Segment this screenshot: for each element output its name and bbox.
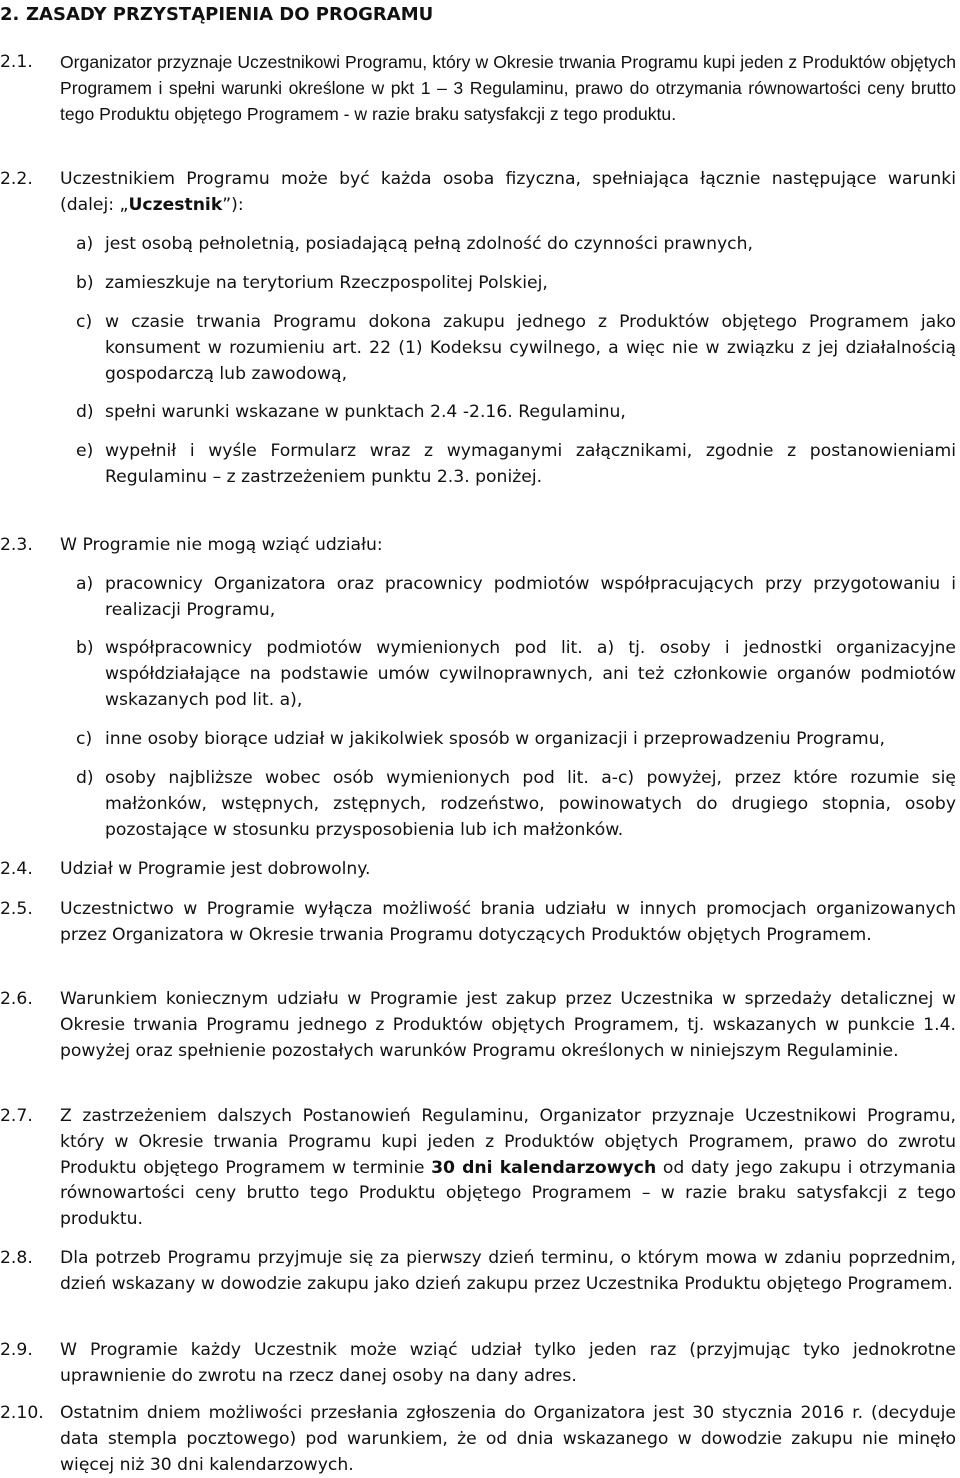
clause-2-8 (0, 1246, 956, 1298)
list-item (76, 727, 956, 753)
list-item (76, 439, 956, 491)
clause-text: Organizator przyznaje Uczestnikowi Programu, który w Okresie trwania Programu kupi jeden z Produktów objętych Programem i spełni warunki określone w pkt 1 – 3 Regulaminu, prawo do otrzymania równowartości ceny brutto tego Produktu objętego Programem - w razie braku satysfakcji z tego produktu. (60, 52, 956, 124)
list-item (76, 310, 956, 387)
clause-text-part: ”): (222, 194, 244, 215)
section-heading-title: ZASADY PRZYSTĄPIENIA DO PROGRAMU (26, 4, 434, 25)
clause-number: 2.3. (0, 535, 33, 555)
list-item-letter: c) (76, 312, 93, 332)
list-item (76, 572, 956, 624)
clause-text (60, 1104, 956, 1233)
list-item-text: jest osobą pełnoletnią, posiadającą pełną zdolność do czynności prawnych, (105, 234, 753, 254)
list-item-letter: d) (76, 402, 94, 422)
clause-2-1 (0, 50, 956, 127)
list-item-text: wypełnił i wyśle Formularz wraz z wymaganymi załącznikami, zgodnie z postanowieniami Regulaminu – z zastrzeżeniem punktu 2.3. poniżej. (105, 441, 956, 487)
list-item (76, 400, 956, 426)
clause-number: 2.2. (0, 169, 33, 189)
clause-number: 2.5. (0, 899, 33, 919)
clause-2-2 (0, 167, 956, 219)
clause-text (60, 167, 956, 219)
list-item-text: współpracownicy podmiotów wymienionych pod lit. a) tj. osoby i jednostki organizacyjne współdziałające na podstawie umów cywilnoprawnych, ani też członkowie organów podmiotów wskazanych pod lit. a), (105, 638, 956, 710)
clause-text: W Programie nie mogą wziąć udziału: (60, 535, 383, 555)
list-item (76, 271, 956, 297)
clause-2-6 (0, 987, 956, 1064)
clause-text-part: Uczestnikiem Programu może być każda osoba fizyczna, spełniająca łącznie następujące warunki (dalej: „ (60, 169, 956, 215)
clause-2-10 (0, 1401, 956, 1478)
clause-number: 2.10. (0, 1403, 44, 1423)
list-item-letter: c) (76, 729, 93, 749)
clause-2-9 (0, 1338, 956, 1390)
defined-term: Uczestnik (128, 194, 223, 215)
clause-number: 2.6. (0, 989, 33, 1009)
list-item-text: osoby najbliższe wobec osób wymienionych pod lit. a-c) powyżej, przez które rozumie się małżonków, wstępnych, zstępnych, rodzeństwo, powinowatych do drugiego stopnia, osoby pozostające w stosunku przysposobienia lub ich małżonków. (105, 768, 956, 840)
list-item-letter: b) (76, 273, 94, 293)
list-item-letter: e) (76, 441, 94, 461)
clause-number: 2.4. (0, 859, 33, 879)
list-item (76, 232, 956, 258)
clause-text-part: Z zastrzeżeniem dalszych Postanowień Regulaminu, Organizator przyznaje Uczestnikowi Programu, który w Okresie trwania Programu kupi jeden z Produktów objętych Programem, prawo do zwrotu Produktu objętego Programem w terminie (60, 1106, 956, 1178)
list-item-letter: a) (76, 234, 94, 254)
list-item (76, 636, 956, 713)
emphasized-term: 30 dni kalendarzowych (431, 1157, 657, 1178)
list-item-letter: a) (76, 574, 94, 594)
clause-text: Udział w Programie jest dobrowolny. (60, 859, 371, 879)
section-heading (0, 2, 433, 28)
clause-number: 2.8. (0, 1248, 33, 1268)
clause-text: W Programie każdy Uczestnik może wziąć udział tylko jeden raz (przyjmując tyko jednokrotne uprawnienie do zwrotu na rzecz danej osoby na dany adres. (60, 1340, 956, 1386)
list-item (76, 766, 956, 843)
clause-2-7 (0, 1104, 956, 1233)
clause-text: Uczestnictwo w Programie wyłącza możliwość brania udziału w innych promocjach organizowanych przez Organizatora w Okresie trwania Programu dotyczących Produktów objętych Programem. (60, 899, 956, 945)
clause-number: 2.7. (0, 1106, 33, 1126)
list-item-text: pracownicy Organizatora oraz pracownicy podmiotów współpracujących przy przygotowaniu i realizacji Programu, (105, 574, 956, 620)
clause-text: Dla potrzeb Programu przyjmuje się za pierwszy dzień terminu, o którym mowa w zdaniu poprzednim, dzień wskazany w dowodzie zakupu jako dzień zakupu przez Uczestnika Produktu objętego Programem. (60, 1248, 956, 1294)
list-item-letter: d) (76, 768, 94, 788)
list-item-text: spełni warunki wskazane w punktach 2.4 -2.16. Regulaminu, (105, 402, 626, 422)
clause-2-5 (0, 897, 956, 949)
clause-2-4 (0, 857, 956, 883)
clause-text: Ostatnim dniem możliwości przesłania zgłoszenia do Organizatora jest 30 stycznia 2016 r. (decyduje data stempla pocztowego) pod warunkiem, że od dnia wskazanego w dowodzie zakupu nie minęło więcej niż 30 dni kalendarzowych. (60, 1403, 956, 1475)
list-item-text: w czasie trwania Programu dokona zakupu jednego z Produktów objętego Programem jako konsument w rozumieniu art. 22 (1) Kodeksu cywilnego, a więc nie w związku z jej działalnością gospodarczą lub zawodową, (105, 312, 956, 384)
clause-2-3 (0, 533, 956, 559)
clause-number: 2.1. (0, 52, 33, 72)
list-item-text: zamieszkuje na terytorium Rzeczpospolitej Polskiej, (105, 273, 548, 293)
clause-text-part: od daty jego zakupu i otrzymania równowartości ceny brutto tego Produktu objętego Programem – w razie braku satysfakcji z tego produktu. (60, 1157, 957, 1230)
clause-number: 2.9. (0, 1340, 33, 1360)
clause-text: Warunkiem koniecznym udziału w Programie jest zakup przez Uczestnika w sprzedaży detalicznej w Okresie trwania Programu jednego z Produktów objętych Programem, tj. wskazanych w punkcie 1.4. powyżej oraz spełnienie pozostałych warunków Programu określonych w niniejszym Regulaminie. (60, 989, 956, 1061)
list-item-letter: b) (76, 638, 94, 658)
section-heading-number: 2. (0, 4, 20, 25)
list-item-text: inne osoby biorące udział w jakikolwiek sposób w organizacji i przeprowadzeniu Programu, (105, 729, 885, 749)
